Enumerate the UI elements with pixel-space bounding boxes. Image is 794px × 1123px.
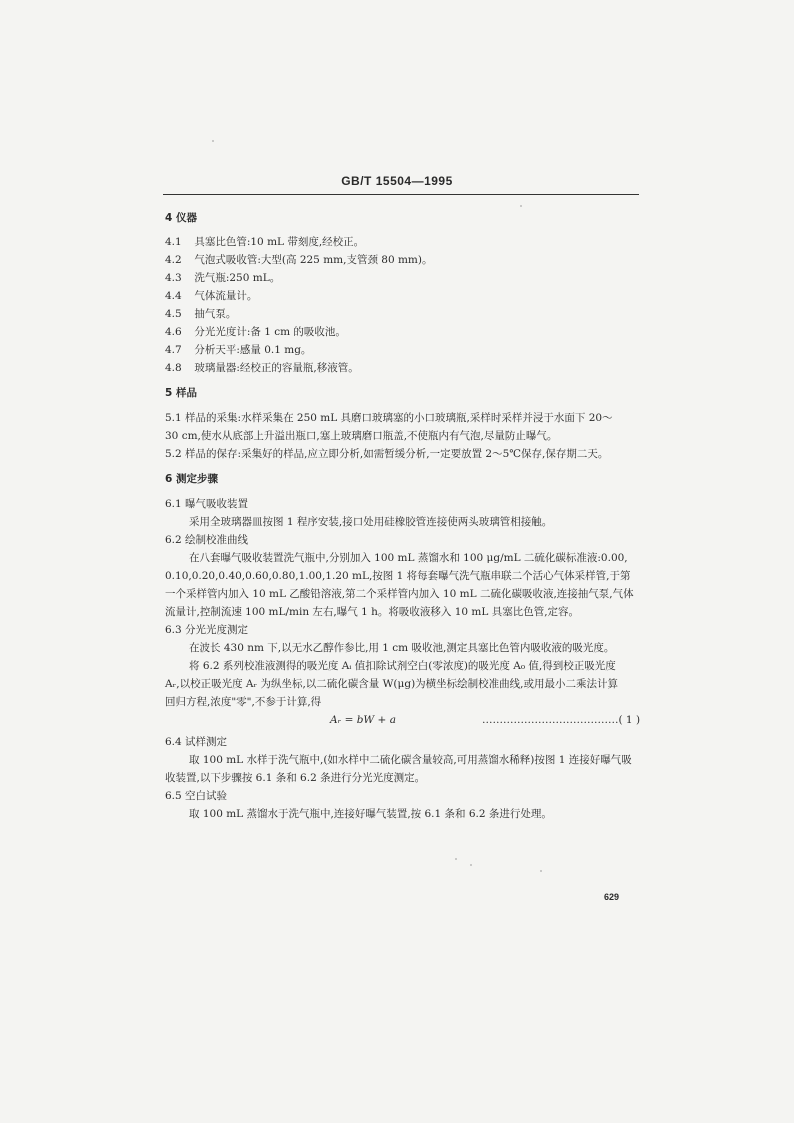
item-text: 具塞比色管:10 mL 带刻度,经校正。: [194, 236, 365, 248]
para-6-4-line-1: 取 100 mL 水样于洗气瓶中,(如水样中二硫化碳含量较高,可用蒸馏水稀释)按图 1 连接好曝气吸: [189, 754, 632, 766]
para-6-2-line-3: 一个采样管内加入 10 mL 乙酸铅溶液,第二个采样管内加入 10 mL 二硫化碳吸收液,连接抽气泵,气体: [165, 588, 634, 600]
scan-speck: [470, 864, 472, 866]
item-number: 4.6: [165, 326, 182, 338]
para-5-2: 5.2 样品的保存:采集好的样品,应立即分析,如需暂缓分析,一定要放置 2～5℃保存,保存期二天。: [165, 448, 609, 460]
subsection-6-2-title: 6.2 绘制校准曲线: [165, 534, 249, 546]
item-4-5: [165, 307, 236, 321]
para-5-1-line-1: 5.1 样品的采集:水样采集在 250 mL 具磨口玻璃塞的小口玻璃瓶,采样时采样并浸于水面下 20～: [165, 412, 613, 424]
para-6-2-line-4: 流量计,控制流速 100 mL/min 左右,曝气 1 h。将吸收液移入 10 mL 具塞比色管,定容。: [165, 606, 580, 618]
item-number: 4.7: [165, 344, 182, 356]
item-4-3: [165, 271, 280, 285]
header-rule: [163, 194, 639, 195]
item-4-1: [165, 235, 364, 249]
section-4-title: 4 仪器: [165, 212, 197, 224]
item-number: 4.3: [165, 272, 182, 284]
item-text: 气体流量计。: [194, 290, 258, 302]
item-text: 分析天平:感量 0.1 mg。: [194, 344, 312, 356]
item-number: 4.4: [165, 290, 182, 302]
page-header: GB/T 15504—1995: [341, 174, 453, 188]
item-number: 4.8: [165, 362, 182, 374]
scan-speck: [212, 140, 214, 142]
para-6-2-line-1: 在八套曝气吸收装置洗气瓶中,分别加入 100 mL 蒸馏水和 100 μg/mL 二硫化碳标准液:0.00,: [189, 552, 628, 564]
item-4-7: [165, 343, 311, 357]
item-4-2: [165, 253, 433, 267]
para-6-3-line-3: Aᵣ,以校正吸光度 Aᵣ 为纵坐标,以二硫化碳含量 W(μg)为横坐标绘制校准曲线,或用最小二乘法计算: [165, 678, 619, 690]
item-number: 4.2: [165, 254, 182, 266]
scan-speck: [455, 858, 457, 860]
item-4-4: [165, 289, 257, 303]
para-6-2-line-2: 0.10,0.20,0.40,0.60,0.80,1.00,1.20 mL,按图 1 将每套曝气洗气瓶串联二个活心气体采样管,于第: [165, 570, 631, 582]
formula: Aᵣ = bW + a: [330, 714, 396, 726]
subsection-6-4-title: 6.4 试样测定: [165, 736, 228, 748]
para-6-3-line-2: 将 6.2 系列校准液测得的吸光度 Aᵢ 值扣除试剂空白(零浓度)的吸光度 A₀ 值,得到校正吸光度: [189, 660, 616, 672]
section-6-title: 6 测定步骤: [165, 473, 218, 485]
para-5-1-line-2: 30 cm,使水从底部上升溢出瓶口,塞上玻璃磨口瓶盖,不使瓶内有气泡,尽量防止曝气。: [165, 430, 558, 442]
item-text: 洗气瓶:250 mL。: [194, 272, 281, 284]
para-6-1: 采用全玻璃器皿按图 1 程序安装,接口处用硅橡胶管连接使两头玻璃管相接触。: [189, 516, 553, 528]
item-text: 玻璃量器:经校正的容量瓶,移液管。: [194, 362, 359, 374]
item-4-6: [165, 325, 346, 339]
item-text: 抽气泵。: [194, 308, 237, 320]
para-6-4-line-2: 收装置,以下步骤按 6.1 条和 6.2 条进行分光光度测定。: [165, 772, 426, 784]
subsection-6-3-title: 6.3 分光光度测定: [165, 624, 249, 636]
scan-speck: [540, 870, 542, 872]
item-text: 气泡式吸收管:大型(高 225 mm,支管颈 80 mm)。: [194, 254, 433, 266]
scan-speck: [520, 205, 522, 207]
para-6-3-line-4: 回归方程,浓度"零",不参于计算,得: [165, 696, 322, 708]
para-6-3-line-1: 在波长 430 nm 下,以无水乙醇作参比,用 1 cm 吸收池,测定具塞比色管内吸收液的吸光度。: [189, 642, 615, 654]
equation-number: …………………………………( 1 ): [482, 714, 641, 726]
subsection-6-5-title: 6.5 空白试验: [165, 790, 228, 802]
item-4-8: [165, 361, 359, 375]
para-6-5: 取 100 mL 蒸馏水于洗气瓶中,连接好曝气装置,按 6.1 条和 6.2 条进行处理。: [189, 808, 552, 820]
item-number: 4.5: [165, 308, 182, 320]
section-5-title: 5 样品: [165, 387, 197, 399]
item-text: 分光光度计:备 1 cm 的吸收池。: [194, 326, 346, 338]
subsection-6-1-title: 6.1 曝气吸收装置: [165, 498, 249, 510]
item-number: 4.1: [165, 236, 182, 248]
page-number: 629: [604, 892, 620, 902]
